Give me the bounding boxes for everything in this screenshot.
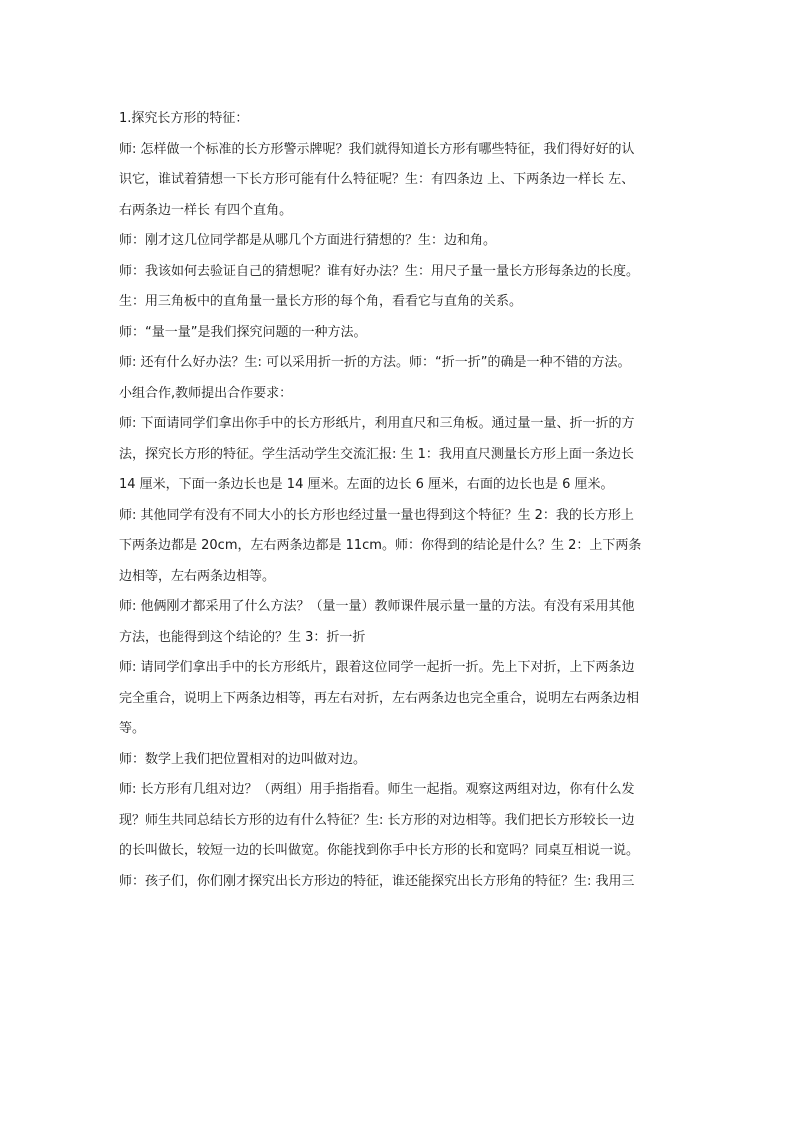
paragraph-line: 边相等，左右两条边相等。 [119, 568, 276, 584]
paragraph-line: 师：孩子们，你们刚才探究出长方形边的特征，谁还能探究出长方形角的特征？生: 我用三 [119, 873, 635, 889]
paragraph-line: 右两条边一样长 有四个直角。 [119, 202, 293, 218]
paragraph-line: 的长叫做长，较短一边的长叫做宽。你能找到你手中长方形的长和宽吗？同桌互相说一说。 [119, 843, 640, 858]
paragraph-line: 小组合作,教师提出合作要求： [119, 385, 293, 401]
paragraph-line: 师: 下面请同学们拿出你手中的长方形纸片，利用直尺和三角板。通过量一量、折一折的方 [119, 416, 635, 431]
document-body [119, 104, 679, 897]
section-heading: 1.探究长方形的特征： [119, 111, 249, 126]
paragraph-line: 师：数学上我们把位置相对的边叫做对边。 [119, 751, 367, 767]
paragraph-line: 师：我该如何去验证自己的猜想呢？谁有好办法？生：用尺子量一量长方形每条边的长度。 [119, 263, 640, 279]
paragraph-line: 现？师生共同总结长方形的边有什么特征？生: 长方形的对边相等。我们把长方形较长一边 [119, 812, 635, 828]
paragraph-line: 师: 长方形有几组对边？（两组）用手指指看。师生一起指。观察这两组对边，你有什么发 [119, 782, 635, 797]
paragraph-line: 14 厘米，下面一条边长也是 14 厘米。左面的边长 6 厘米，右面的边长也是 6 厘米。 [119, 477, 614, 492]
paragraph-line: 师: 还有什么好办法？生: 可以采用折一折的方法。师：“折一折”的确是一种不错的方法。 [119, 355, 631, 370]
paragraph-line: 生：用三角板中的直角量一量长方形的每个角，看看它与直角的关系。 [119, 294, 523, 309]
paragraph-line: 识它，谁试着猜想一下长方形可能有什么特征呢？生：有四条边 上、下两条边一样长 左、 [119, 172, 635, 187]
paragraph-line: 师: 他俩刚才都采用了什么方法？（量一量）教师课件展示量一量的方法。有没有采用其他 [119, 599, 635, 614]
paragraph-line: 法，探究长方形的特征。学生活动学生交流汇报: 生 1：我用直尺测量长方形上面一条边长 [119, 446, 634, 462]
paragraph-line: 师: 怎样做一个标准的长方形警示牌呢？我们就得知道长方形有哪些特征，我们得好好的认 [119, 141, 635, 157]
paragraph-line: 完全重合，说明上下两条边相等，再左右对折，左右两条边也完全重合，说明左右两条边相 [119, 690, 640, 706]
paragraph-line: 师：刚才这几位同学都是从哪几个方面进行猜想的？生：边和角。 [119, 233, 497, 248]
paragraph-line: 下两条边都是 20cm，左右两条边都是 11cm。师：你得到的结论是什么？生 2：上下两条 [119, 538, 642, 553]
paragraph-line: 师: 其他同学有没有不同大小的长方形也经过量一量也得到这个特征？生 2：我的长方形上 [119, 507, 634, 523]
paragraph-line: 师: 请同学们拿出手中的长方形纸片，跟着这位同学一起折一折。先上下对折，上下两条边 [119, 660, 635, 675]
paragraph-line: 师：“量一量”是我们探究问题的一种方法。 [119, 324, 367, 340]
paragraph-line: 等。 [119, 721, 146, 736]
paragraph-line: 方法，也能得到这个结论的？生 3：折一折 [119, 629, 366, 645]
